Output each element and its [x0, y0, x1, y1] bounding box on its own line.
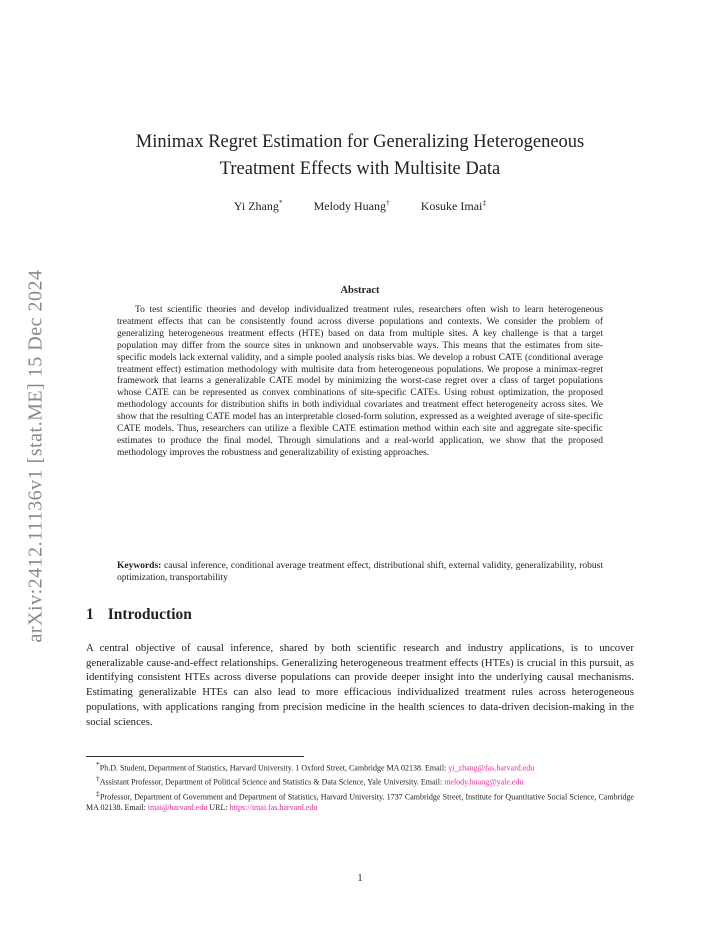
footnote-mark: ‡: [96, 788, 100, 798]
email-link[interactable]: melody.huang@yale.edu: [444, 777, 524, 787]
keywords: [117, 560, 603, 584]
footnote-mark: *: [96, 760, 100, 769]
section-heading: [86, 606, 192, 624]
homepage-link[interactable]: https://imai.fas.harvard.edu: [229, 802, 318, 812]
abstract-text: To test scientific theories and develop individualized treatment rules, researchers often wish to learn heterogeneous treatment effects that can be consistently found across diverse populations and contexts. We consider the problem of generalizing heterogeneous treatment effects (HTE) based on data from multiple sites. A key challenge is that a target population may differ from the source sites in unknown and unobservable ways. This means that the estimates from site-specific models lack external validity, and a simple pooled analysis risks bias. We develop a robust CATE (conditional average treatment effect) estimation methodology with multisite data from heterogeneous populations. We propose a minimax-regret framework that learns a generalizable CATE model by minimizing the worst-case regret over a class of target populations whose CATE can be represented as convex combinations of site-specific CATEs. Using robust optimization, the proposed methodology accounts for distribution shifts in both individual covariates and treatment effect heterogeneity across sites. We show that the resulting CATE model has an interpretable closed-form solution, expressed as a weighted average of site-specific CATE models. Thus, researchers can utilize a flexible CATE estimation method within each site and aggregate site-specific estimates to produce the final model. Through simulations and a real-world application, we show that the proposed methodology improves the robustness and generalizability of existing approaches.: [117, 305, 603, 458]
author-2: [314, 199, 390, 213]
author-name: Melody Huang: [313, 199, 386, 213]
footnote-text: Professor, Department of Government and Department of Statistics, Harvard University. 1737 Cambridge Street, Institute for Quantitative Social Science, Cambridge MA 02138. Email:: [86, 792, 635, 812]
arxiv-id-text: arXiv:2412.11136v1 [stat.ME] 15 Dec 2024: [24, 269, 47, 643]
footnote-mark: †: [96, 774, 100, 784]
author-1: [234, 199, 283, 213]
paper-title: Minimax Regret Estimation for Generalizing Heterogeneous Treatment Effects with Multisite Data: [135, 132, 585, 179]
author-list: [100, 198, 620, 214]
author-mark: †: [385, 198, 390, 207]
author-name: Kosuke Imai: [420, 199, 483, 213]
author-mark: ‡: [482, 198, 487, 207]
email-link[interactable]: yi_zhang@fas.harvard.edu: [448, 763, 535, 773]
section-number: 1: [86, 606, 94, 623]
keywords-label: Keywords:: [117, 561, 162, 571]
introduction-paragraph: A central objective of causal inference, shared by both scientific research and industry applications, is to uncover generalizable cause-and-effect relationships. Generalizing heterogeneous treatment effects (HTEs) is crucial in this pursuit, as identifying consistent HTEs across diverse populations can provide deeper insight into the underlying causal mechanisms. Estimating generalizable HTEs can also lead to more efficacious individualized treatment rules across heterogeneous populations, with applications ranging from precision medicine in the health sciences to data-driven decision-making in the social sciences.: [86, 642, 634, 728]
footnote-text: Ph.D. Student, Department of Statistics, Harvard University. 1 Oxford Street, Cambridge MA 02138. Email:: [99, 763, 449, 773]
abstract-heading: Abstract: [340, 285, 380, 296]
author-3: [421, 199, 486, 213]
page-number: 1: [357, 873, 363, 884]
footnotes: [86, 760, 634, 813]
url-label: URL:: [207, 802, 230, 812]
footnote-1: [86, 760, 634, 774]
footnote-text: Assistant Professor, Department of Political Science and Statistics & Data Science, Yale University. Email:: [99, 777, 445, 787]
author-name: Yi Zhang: [233, 199, 279, 213]
footnote-3: [86, 789, 634, 814]
keywords-text: causal inference, conditional average treatment effect, distributional shift, external validity, generalizability, robust optimization, transportability: [117, 561, 603, 583]
section-title: Introduction: [107, 606, 192, 623]
author-mark: *: [278, 198, 283, 207]
footnote-2: [86, 774, 634, 788]
footnote-rule: [86, 756, 304, 757]
email-link[interactable]: imai@harvard.edu: [147, 802, 208, 812]
